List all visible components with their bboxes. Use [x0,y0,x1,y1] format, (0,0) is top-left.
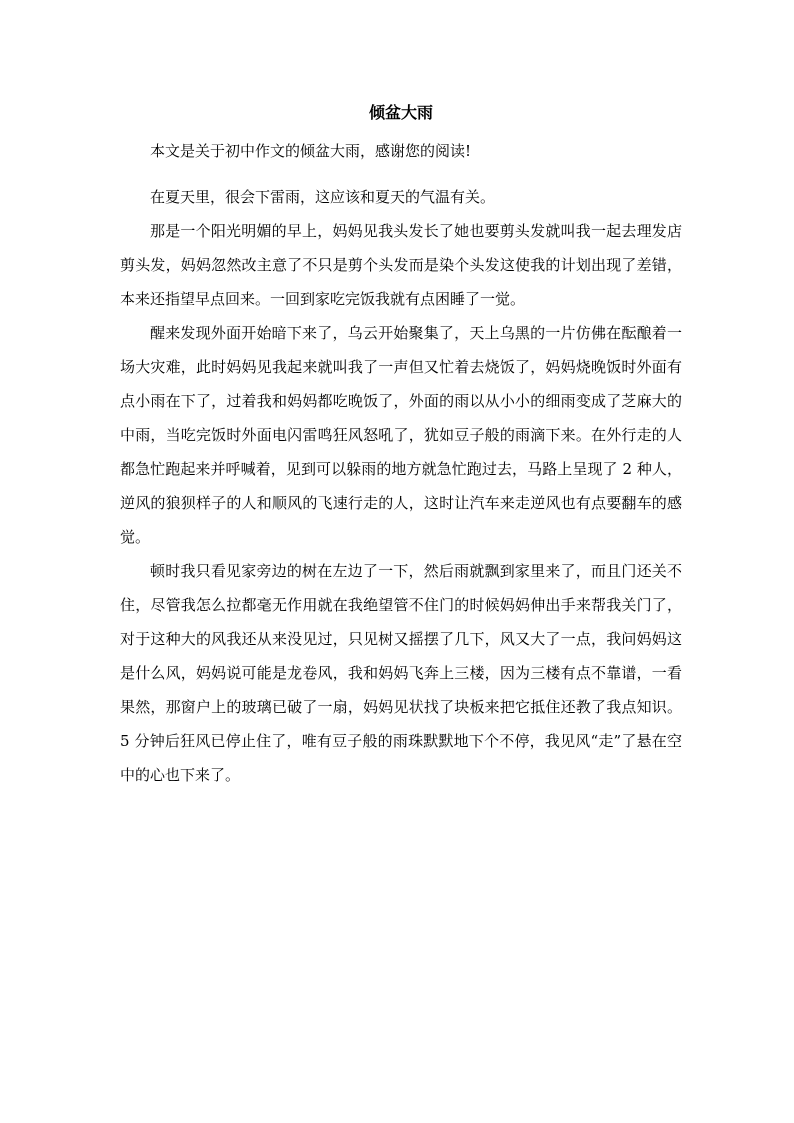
body-paragraph: 那是一个阳光明媚的早上，妈妈见我头发长了她也要剪头发就叫我一起去理发店剪头发，妈妈忽然改主意了不只是剪个头发而是染个头发这使我的计划出现了差错，本来还指望早点回来。一回到家吃完饭我就有点困睡了一觉。 [120,222,682,308]
body-paragraph: 在夏天里，很会下雷雨，这应该和夏天的气温有关。 [150,188,496,206]
body-paragraph: 醒来发现外面开始暗下来了，乌云开始聚集了，天上乌黑的一片仿佛在酝酿着一场大灾难，此时妈妈见我起来就叫我了一声但又忙着去烧饭了，妈妈烧晚饭时外面有点小雨在下了，过着我和妈妈都吃晚饭了，外面的雨以从小小的细雨变成了芝麻大的中雨，当吃完饭时外面电闪雷鸣狂风怒吼了，犹如豆子般的雨滴下来。在外行走的人都急忙跑起来并呼喊着，见到可以躲雨的地方就急忙跑过去，马路上呈现了 2 种人，逆风的狼狈样子的人和顺风的飞速行走的人，这时让汽车来走逆风也有点要翻车的感觉。 [120,324,682,546]
intro-paragraph: 本文是关于初中作文的倾盆大雨，感谢您的阅读! [150,142,472,160]
document-title: 倾盆大雨 [368,103,433,122]
document-page [120,90,682,792]
body-paragraph: 顿时我只看见家旁边的树在左边了一下，然后雨就飘到家里来了，而且门还关不住，尽管我怎么拉都毫无作用就在我绝望管不住门的时候妈妈伸出手来帮我关门了，对于这种大的风我还从来没见过，只见树又摇摆了几下，风又大了一点，我问妈妈这是什么风，妈妈说可能是龙卷风，我和妈妈飞奔上三楼，因为三楼有点不靠谱，一看果然，那窗户上的玻璃已破了一扇，妈妈见状找了块板来把它抵住还教了我点知识。5 分钟后狂风已停止住了，唯有豆子般的雨珠默默地下个不停，我见风“走”了悬在空中的心也下来了。 [120,562,682,784]
